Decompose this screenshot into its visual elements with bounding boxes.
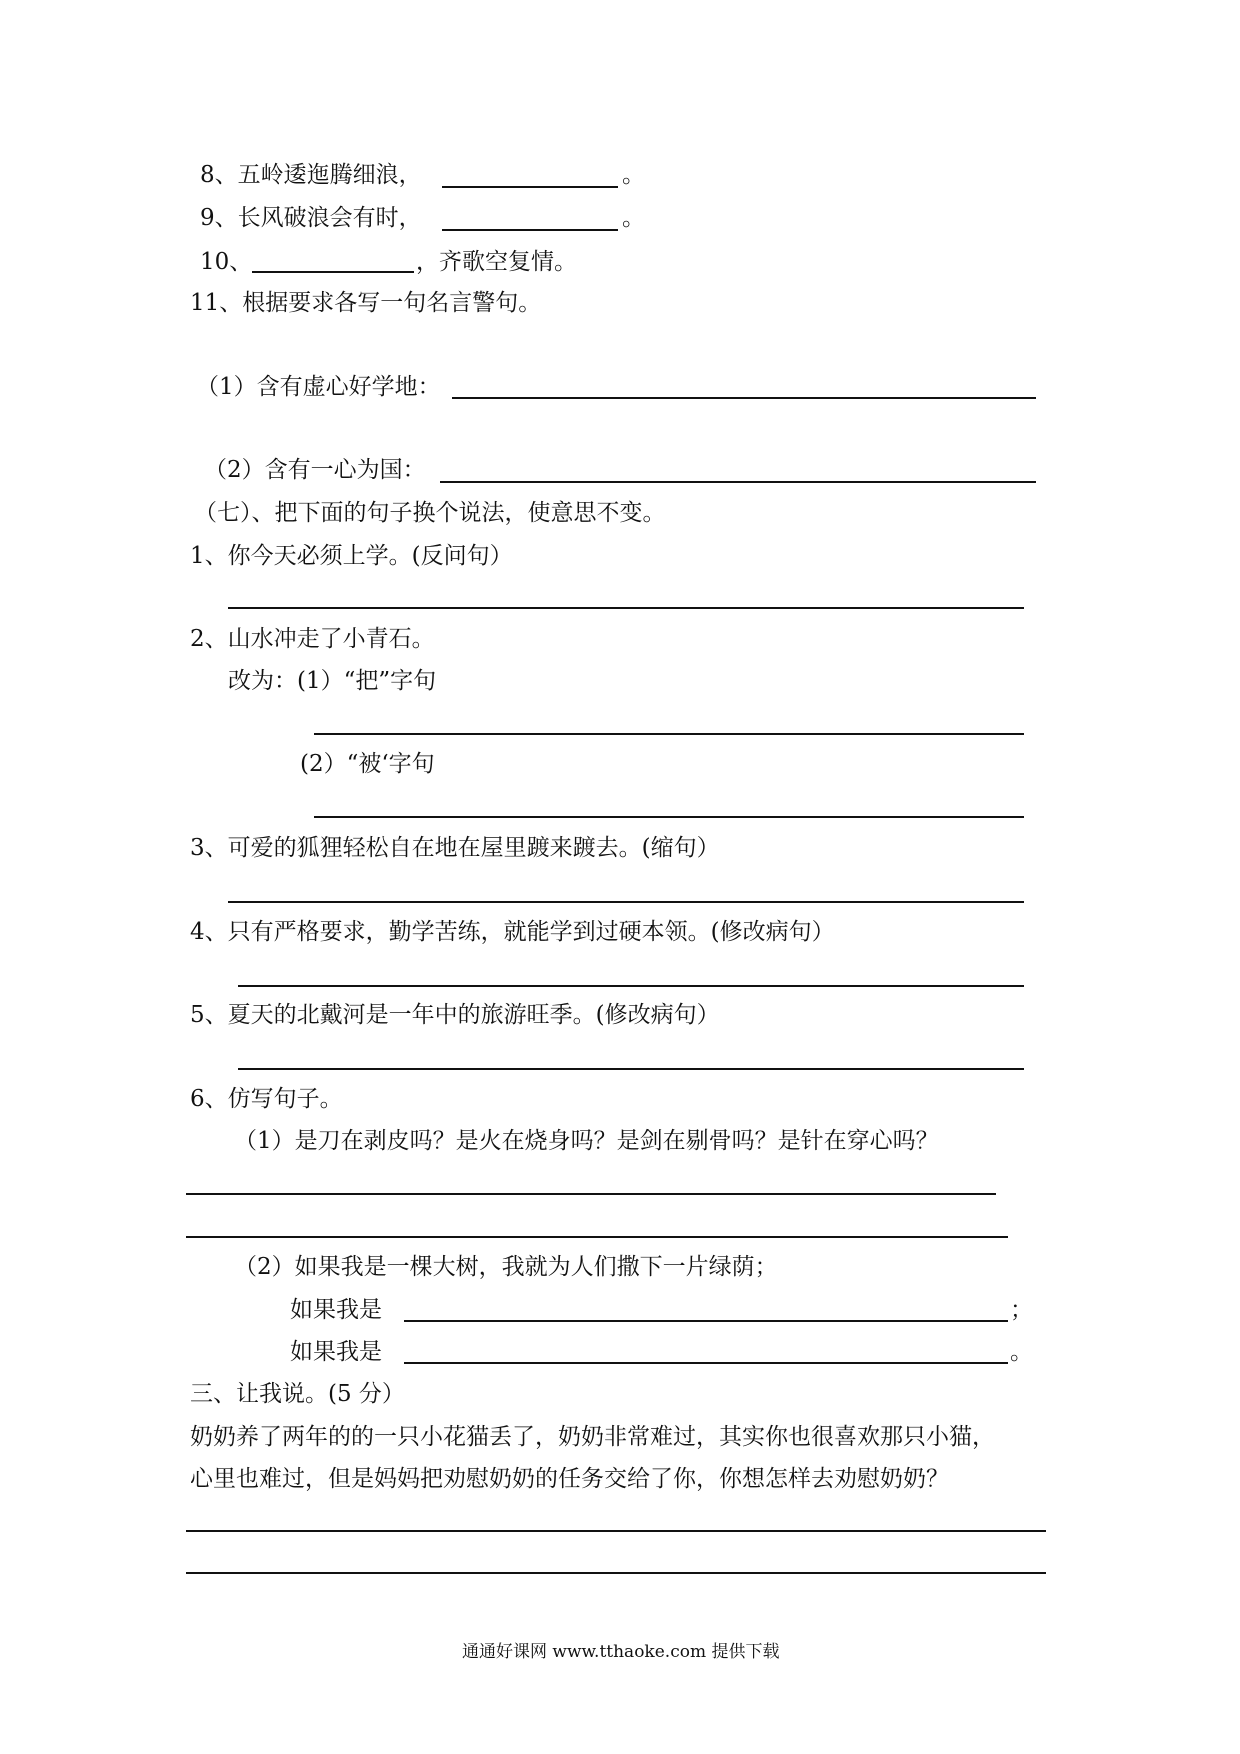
q10-answer-line[interactable] xyxy=(252,271,414,273)
s7-q6-1-answer-line-1[interactable] xyxy=(186,1193,996,1195)
q8-suffix: 。 xyxy=(622,162,645,188)
q8-answer-line[interactable] xyxy=(442,186,618,188)
section3-answer-line-1[interactable] xyxy=(186,1530,1046,1532)
q11-1-text: （1）含有虚心好学地： xyxy=(196,374,441,400)
s7-q6-2-line1-label: 如果我是 xyxy=(290,1297,382,1323)
s7-q5-answer-line[interactable] xyxy=(238,1068,1024,1070)
s7-q3-text: 3、可爱的狐狸轻松自在地在屋里踱来踱去。(缩句） xyxy=(190,835,720,861)
s7-q4-text: 4、只有严格要求，勤学苦练，就能学到过硬本领。(修改病句） xyxy=(190,919,835,945)
q11-text: 11、根据要求各写一句名言警句。 xyxy=(190,290,542,316)
s7-q2-2-answer-line[interactable] xyxy=(314,816,1024,818)
footer-text: 通通好课网 www.tthaoke.com 提供下载 xyxy=(462,1642,780,1662)
s7-q3-answer-line[interactable] xyxy=(228,901,1024,903)
s7-q2-text: 2、山水冲走了小青石。 xyxy=(190,626,435,652)
q11-2-answer-line[interactable] xyxy=(440,481,1036,483)
s7-q6-2-text: （2）如果我是一棵大树，我就为人们撒下一片绿荫； xyxy=(234,1254,778,1280)
q11-1-answer-line[interactable] xyxy=(452,397,1036,399)
section3-heading: 三、让我说。(5 分） xyxy=(190,1381,405,1407)
section3-answer-line-2[interactable] xyxy=(186,1572,1046,1574)
s7-q1-answer-line[interactable] xyxy=(228,607,1024,609)
q10-prefix: 10、 xyxy=(200,249,253,275)
q10-suffix: ，齐歌空复情。 xyxy=(416,249,577,275)
s7-q4-answer-line[interactable] xyxy=(238,985,1024,987)
q11-2-text: （2）含有一心为国： xyxy=(204,457,426,483)
s7-q6-2-answer-line-2[interactable] xyxy=(404,1362,1008,1364)
s7-q1-text: 1、你今天必须上学。(反问句） xyxy=(190,543,513,569)
section3-para-line2: 心里也难过，但是妈妈把劝慰奶奶的任务交给了你，你想怎样去劝慰奶奶？ xyxy=(190,1466,949,1492)
q8-prefix: 8、五岭逶迤腾细浪， xyxy=(200,162,422,188)
s7-q2-2-label: (2）“被‘字句 xyxy=(300,751,435,777)
s7-q2-change-label: 改为：(1）“把”字句 xyxy=(228,668,437,694)
s7-q6-text: 6、仿写句子。 xyxy=(190,1086,343,1112)
section3-para-line1: 奶奶养了两年的的一只小花猫丢了，奶奶非常难过，其实你也很喜欢那只小猫， xyxy=(190,1424,995,1450)
section7-heading: （七）、把下面的句子换个说法，使意思不变。 xyxy=(194,500,666,526)
s7-q2-1-answer-line[interactable] xyxy=(314,733,1024,735)
s7-q6-1-answer-line-2[interactable] xyxy=(186,1236,1008,1238)
s7-q6-2-answer-line-1[interactable] xyxy=(404,1320,1008,1322)
s7-q6-2-line2-label: 如果我是 xyxy=(290,1339,382,1365)
q9-suffix: 。 xyxy=(622,205,645,231)
q9-answer-line[interactable] xyxy=(442,229,618,231)
s7-q6-2-line2-end: 。 xyxy=(1010,1339,1033,1365)
s7-q6-1-text: （1）是刀在剥皮吗？是火在烧身吗？是剑在剔骨吗？是针在穿心吗？ xyxy=(234,1128,939,1154)
s7-q6-2-line1-end: ； xyxy=(1010,1297,1033,1323)
q9-prefix: 9、长风破浪会有时， xyxy=(200,205,422,231)
s7-q5-text: 5、夏天的北戴河是一年中的旅游旺季。(修改病句） xyxy=(190,1002,720,1028)
